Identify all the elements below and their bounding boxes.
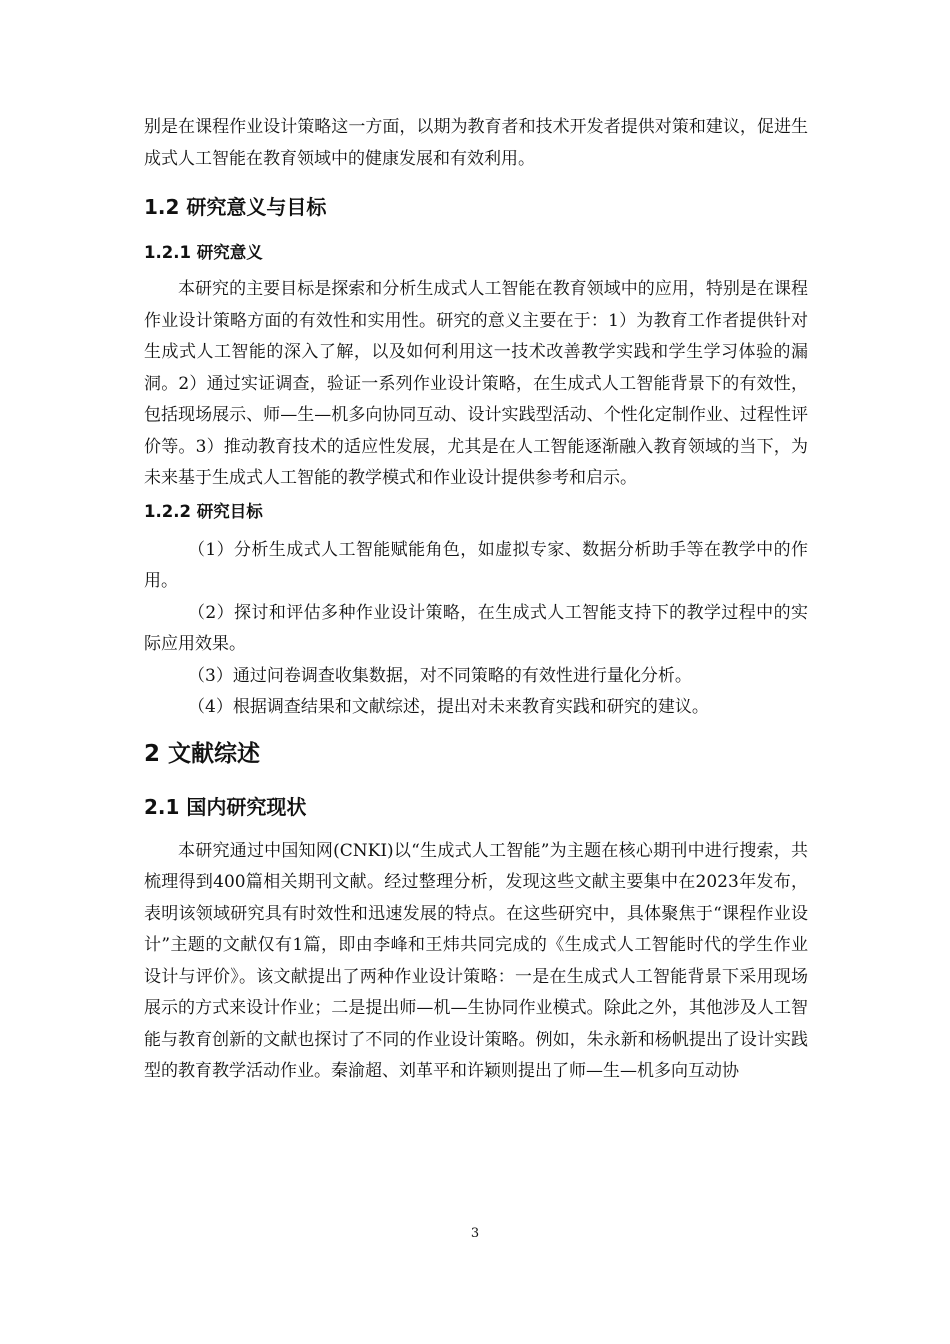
objective-item-2: （2）探讨和评估多种作业设计策略，在生成式人工智能支持下的教学过程中的实际应用效果。 — [144, 602, 808, 654]
page-body — [144, 112, 808, 1088]
objective-item-4: （4）根据调查结果和文献综述，提出对未来教育实践和研究的建议。 — [188, 697, 709, 717]
intro-tail-paragraph: 别是在课程作业设计策略这一方面，以期为教育者和技术开发者提供对策和建议，促进生成式人工智能在教育领域中的健康发展和有效利用。 — [144, 117, 808, 169]
significance-paragraph: 本研究的主要目标是探索和分析生成式人工智能在教育领域中的应用，特别是在课程作业设计策略方面的有效性和实用性。研究的意义主要在于：1）为教育工作者提供针对生成式人工智能的深入了解，以及如何利用这一技术改善教学实践和学生学习体验的漏洞。2）通过实证调查，验证一系列作业设计策略，在生成式人工智能背景下的有效性，包括现场展示、师—生—机多向协同互动、设计实践型活动、个性化定制作业、过程性评价等。3）推动教育技术的适应性发展，尤其是在人工智能逐渐融入教育领域的当下，为未来基于生成式人工智能的教学模式和作业设计提供参考和启示。 — [144, 279, 808, 488]
heading-2: 2 文献综述 — [144, 740, 261, 767]
page-number: 3 — [470, 1226, 480, 1241]
heading-1-2: 1.2 研究意义与目标 — [144, 195, 327, 219]
heading-2-1: 2.1 国内研究现状 — [144, 794, 307, 819]
objective-item-1: （1）分析生成式人工智能赋能角色，如虚拟专家、数据分析助手等在教学中的作用。 — [144, 539, 808, 591]
domestic-research-paragraph: 本研究通过中国知网(CNKI)以“生成式人工智能”为主题在核心期刊中进行搜索，共梳理得到400篇相关期刊文献。经过整理分析，发现这些文献主要集中在2023年发布，表明该领域研究具有时效性和迅速发展的特点。在这些研究中，具体聚焦于“课程作业设计”主题的文献仅有1篇，即由李峰和王炜共同完成的《生成式人工智能时代的学生作业设计与评价》。该文献提出了两种作业设计策略：一是在生成式人工智能背景下采用现场展示的方式来设计作业；二是提出师—机—生协同作业模式。除此之外，其他涉及人工智能与教育创新的文献也探讨了不同的作业设计策略。例如，朱永新和杨帆提出了设计实践型的教育教学活动作业。秦渝超、刘革平和许颖则提出了师—生—机多向互动协 — [144, 840, 808, 1081]
heading-1-2-2: 1.2.2 研究目标 — [144, 501, 263, 521]
objective-item-3: （3）通过问卷调查收集数据，对不同策略的有效性进行量化分析。 — [188, 665, 692, 686]
heading-1-2-1: 1.2.1 研究意义 — [144, 243, 263, 262]
